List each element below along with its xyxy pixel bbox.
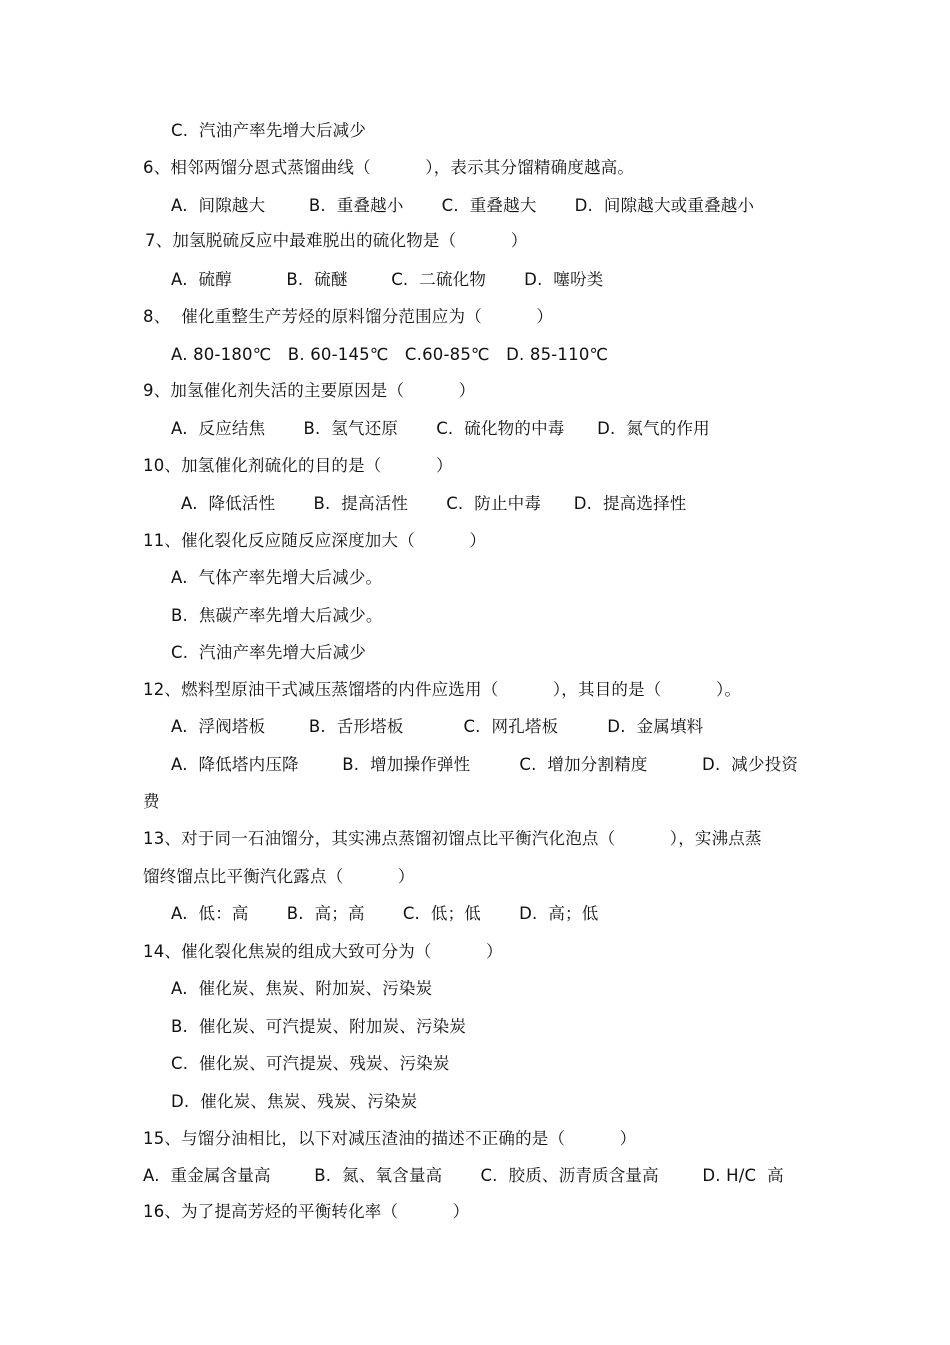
q9-options: A. 反应结焦 B. 氢气还原 C. 硫化物的中毒 D. 氮气的作用	[171, 419, 710, 438]
question-10: 10、加氢催化剂硫化的目的是（ ）	[143, 456, 453, 475]
question-9: 9、加氢催化剂失活的主要原因是（ ）	[143, 381, 476, 400]
q15-options: A. 重金属含量高 B. 氮、氧含量高 C. 胶质、沥青质含量高 D. H/C 高	[143, 1166, 784, 1185]
q11-option-b: B. 焦碳产率先增大后减少。	[171, 606, 383, 625]
question-14: 14、催化裂化焦炭的组成大致可分为（ ）	[143, 942, 503, 961]
q12-options-part2-wrap: 费	[143, 792, 160, 811]
q11-option-c: C. 汽油产率先增大后减少	[171, 643, 367, 662]
q6-options: A. 间隙越大 B. 重叠越小 C. 重叠越大 D. 间隙越大或重叠越小	[171, 196, 755, 215]
q10-options: A. 降低活性 B. 提高活性 C. 防止中毒 D. 提高选择性	[181, 494, 687, 513]
question-13-wrap: 馏终馏点比平衡汽化露点（ ）	[143, 867, 415, 886]
q5-option-c: C. 汽油产率先增大后减少	[171, 121, 367, 140]
q8-options: A. 80-180℃ B. 60-145℃ C.60-85℃ D. 85-110℃	[171, 345, 609, 364]
question-7: 7、加氢脱硫反应中最难脱出的硫化物是（ ）	[145, 231, 528, 250]
q11-option-a: A. 气体产率先增大后减少。	[171, 568, 383, 587]
q13-options: A. 低：高 B. 高；高 C. 低；低 D. 高；低	[171, 904, 599, 923]
q14-option-a: A. 催化炭、焦炭、附加炭、污染炭	[171, 979, 433, 998]
question-6: 6、相邻两馏分恩式蒸馏曲线（ ），表示其分馏精确度越高。	[143, 158, 635, 177]
question-12: 12、燃料型原油干式减压蒸馏塔的内件应选用（ ），其目的是（ ）。	[143, 680, 742, 699]
q12-options-part1: A. 浮阀塔板 B. 舌形塔板 C. 网孔塔板 D. 金属填料	[171, 717, 704, 736]
question-11: 11、催化裂化反应随反应深度加大（ ）	[143, 531, 487, 550]
q12-options-part2: A. 降低塔内压降 B. 增加操作弹性 C. 增加分割精度 D. 减少投资	[171, 755, 799, 774]
question-15: 15、与馏分油相比，以下对减压渣油的描述不正确的是（ ）	[143, 1129, 637, 1148]
question-16: 16、为了提高芳烃的平衡转化率（ ）	[143, 1202, 470, 1221]
q7-options: A. 硫醇 B. 硫醚 C. 二硫化物 D. 噻吩类	[171, 270, 604, 289]
question-8: 8、 催化重整生产芳烃的原料馏分范围应为（ ）	[143, 307, 554, 326]
q14-option-b: B. 催化炭、可汽提炭、附加炭、污染炭	[171, 1017, 467, 1036]
question-13: 13、对于同一石油馏分，其实沸点蒸馏初馏点比平衡汽化泡点（ ），实沸点蒸	[143, 829, 762, 848]
q14-option-c: C. 催化炭、可汽提炭、残炭、污染炭	[171, 1054, 450, 1073]
q14-option-d: D. 催化炭、焦炭、残炭、污染炭	[171, 1092, 418, 1111]
